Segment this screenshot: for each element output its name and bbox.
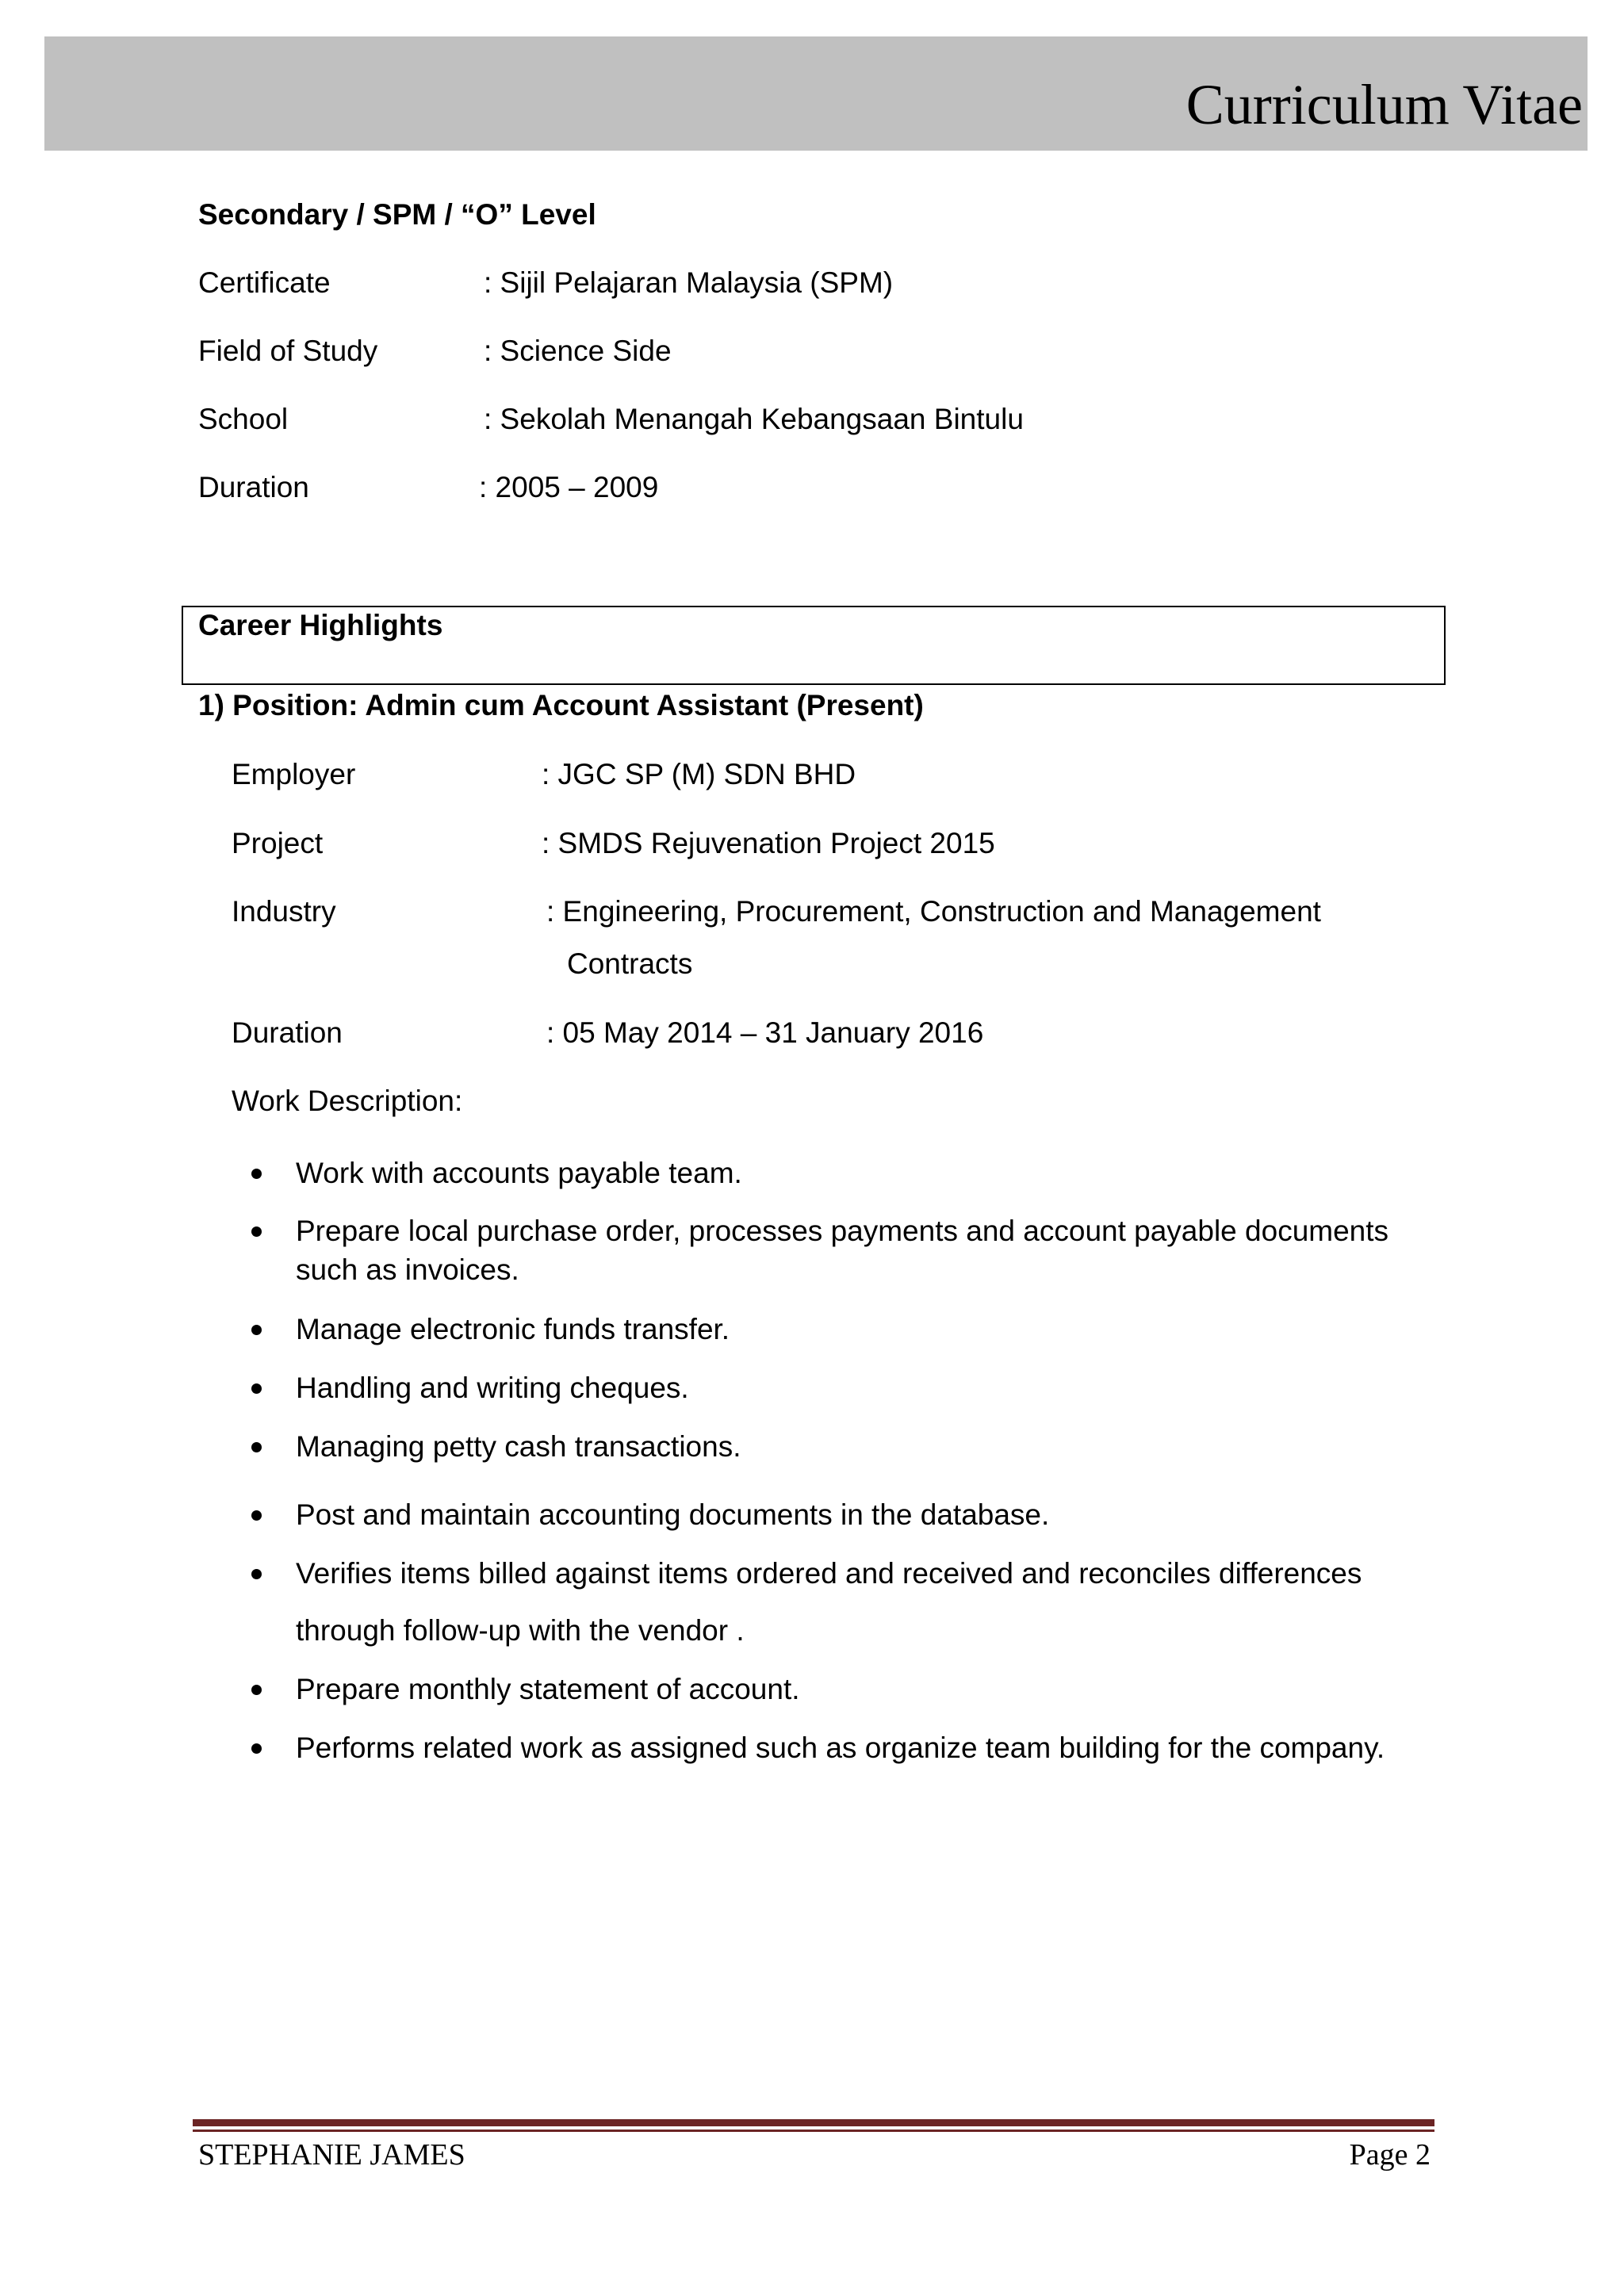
secondary-label-school: School: [198, 403, 289, 435]
career-label-employer: Employer: [232, 758, 356, 790]
secondary-value-certificate: : Sijil Pelajaran Malaysia (SPM): [484, 266, 894, 299]
bullet-text: Handling and writing cheques.: [296, 1372, 689, 1404]
secondary-label-duration: Duration: [198, 471, 309, 503]
bullet-marker: [251, 1226, 262, 1237]
bullet-text: Managing petty cash transactions.: [296, 1430, 741, 1463]
bullet-marker: [251, 1569, 262, 1579]
position-title: 1) Position: Admin cum Account Assistant (Present): [198, 689, 924, 721]
career-value-employer: : JGC SP (M) SDN BHD: [542, 758, 856, 790]
career-heading: Career Highlights: [198, 609, 443, 641]
bullet-marker: [251, 1442, 262, 1452]
bullet-marker: [251, 1510, 262, 1521]
career-label-industry: Industry: [232, 895, 336, 928]
bullet-text: Prepare local purchase order, processes payments and account payable documents: [296, 1215, 1389, 1247]
secondary-value-duration: : 2005 – 2009: [479, 471, 659, 503]
document-title: Curriculum Vitae: [1185, 73, 1583, 136]
bullet-text-cont: such as invoices.: [296, 1253, 519, 1286]
secondary-value-school: : Sekolah Menangah Kebangsaan Bintulu: [484, 403, 1024, 435]
career-value-project: : SMDS Rejuvenation Project 2015: [542, 827, 995, 859]
bullet-marker: [251, 1685, 262, 1695]
header-band: [44, 36, 1588, 151]
bullet-text: Work with accounts payable team.: [296, 1157, 742, 1189]
bullet-text: Performs related work as assigned such as organize team building for the company.: [296, 1732, 1385, 1764]
bullet-text: Manage electronic funds transfer.: [296, 1313, 730, 1345]
secondary-label-certificate: Certificate: [198, 266, 331, 299]
bullet-text: Verifies items billed against items ordered and received and reconciles differences: [296, 1557, 1362, 1590]
career-value-duration: : 05 May 2014 – 31 January 2016: [546, 1016, 984, 1049]
bullet-text: Prepare monthly statement of account.: [296, 1673, 800, 1705]
secondary-heading: Secondary / SPM / “O” Level: [198, 198, 596, 231]
career-label-project: Project: [232, 827, 324, 859]
bullet-marker: [251, 1325, 262, 1335]
career-value-industry: : Engineering, Procurement, Construction and Management: [546, 895, 1321, 928]
bullet-marker: [251, 1169, 262, 1179]
career-label-duration: Duration: [232, 1016, 343, 1049]
bullet-text: Post and maintain accounting documents in the database.: [296, 1498, 1050, 1531]
bullet-marker: [251, 1383, 262, 1394]
secondary-label-field: Field of Study: [198, 335, 378, 367]
work-description-label: Work Description:: [232, 1085, 463, 1117]
footer-rule-thin: [193, 2130, 1434, 2132]
secondary-value-field: : Science Side: [484, 335, 672, 367]
footer-name: STEPHANIE JAMES: [198, 2138, 465, 2172]
career-value-industry-cont: Contracts: [567, 947, 693, 980]
bullet-marker: [251, 1743, 262, 1754]
footer-page-number: Page 2: [1349, 2138, 1431, 2172]
footer-rule: [193, 2119, 1434, 2126]
bullet-text-cont: through follow-up with the vendor .: [296, 1614, 745, 1647]
